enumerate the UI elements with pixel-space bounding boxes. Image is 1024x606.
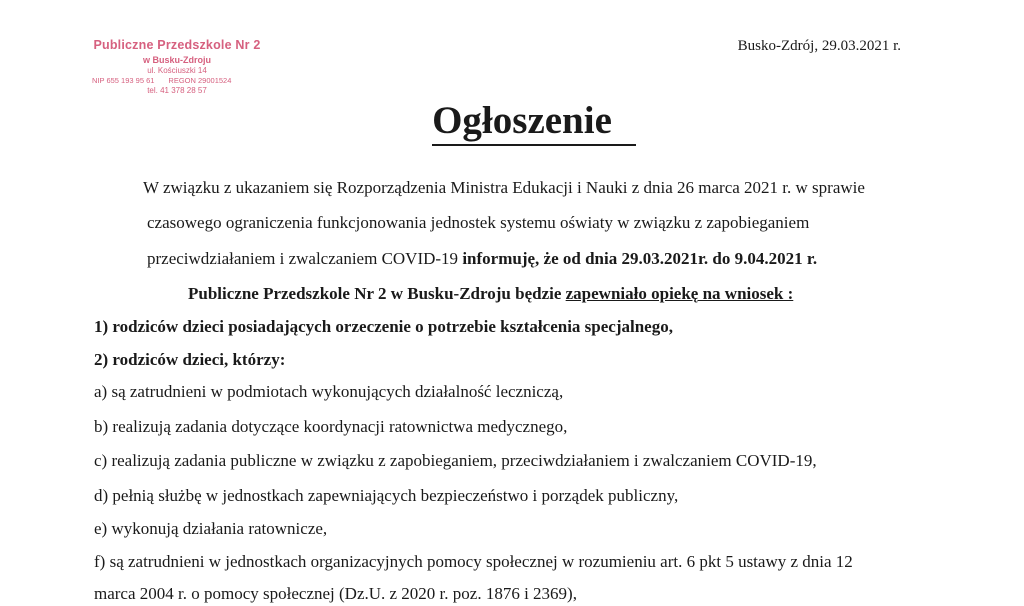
stamp-line-tel: tel. 41 378 28 57 bbox=[147, 86, 207, 95]
school-stamp bbox=[92, 38, 262, 95]
list-item-e: e) wykonują działania ratownicze, bbox=[94, 519, 328, 538]
intro-line-3-bold: informuję, że od dnia 29.03.2021r. do 9.04.2021 r. bbox=[462, 249, 818, 268]
list-item-f-line-2: marca 2004 r. o pomocy społecznej (Dz.U. z 2020 r. poz. 1876 i 2369), bbox=[94, 584, 577, 603]
intro-line-2: czasowego ograniczenia funkcjonowania jednostek systemu oświaty w związku z zapobieganiem bbox=[147, 213, 810, 232]
list-item-1: 1) rodziców dzieci posiadających orzeczenie o potrzebie kształcenia specjalnego, bbox=[94, 317, 673, 336]
list-item-f-line-1: f) są zatrudnieni w jednostkach organizacyjnych pomocy społecznej w rozumieniu art. 6 pkt 5 ustawy z dnia 12 bbox=[94, 552, 853, 571]
stamp-line-street: ul. Kościuszki 14 bbox=[147, 66, 207, 75]
list-item-2: 2) rodziców dzieci, którzy: bbox=[94, 350, 286, 369]
intro-line-1: W związku z ukazaniem się Rozporządzenia Ministra Edukacji i Nauki z dnia 26 marca 2021 r. w sprawie bbox=[143, 178, 865, 197]
document-title-text: Ogłoszenie bbox=[432, 98, 636, 146]
list-item-b: b) realizują zadania dotyczące koordynacji ratownictwa medycznego, bbox=[94, 417, 568, 436]
list-item-a: a) są zatrudnieni w podmiotach wykonujących działalność leczniczą, bbox=[94, 382, 564, 401]
stamp-regon: REGON 29001524 bbox=[168, 76, 232, 85]
document-title bbox=[0, 98, 1024, 146]
intro-line-4-bold: Publiczne Przedszkole Nr 2 w Busku-Zdroju będzie bbox=[188, 284, 566, 303]
intro-line-3 bbox=[147, 249, 817, 269]
list-item-c: c) realizują zadania publiczne w związku z zapobieganiem, przeciwdziałaniem i zwalczaniem COVID-19, bbox=[94, 451, 817, 470]
intro-line-3-plain: przeciwdziałaniem i zwalczaniem COVID-19 bbox=[147, 249, 463, 268]
stamp-nip: NIP 655 193 95 61 bbox=[92, 76, 155, 85]
list-item-d: d) pełnią służbę w jednostkach zapewniających bezpieczeństwo i porządek publiczny, bbox=[94, 486, 679, 505]
stamp-line-name: Publiczne Przedszkole Nr 2 bbox=[93, 38, 261, 52]
stamp-line-ids bbox=[92, 76, 262, 85]
intro-line-4-underlined: zapewniało opiekę na wniosek : bbox=[565, 284, 794, 303]
stamp-line-city: w Busku-Zdroju bbox=[143, 55, 211, 65]
intro-line-4 bbox=[188, 284, 793, 304]
document-date: Busko-Zdrój, 29.03.2021 r. bbox=[737, 38, 901, 54]
